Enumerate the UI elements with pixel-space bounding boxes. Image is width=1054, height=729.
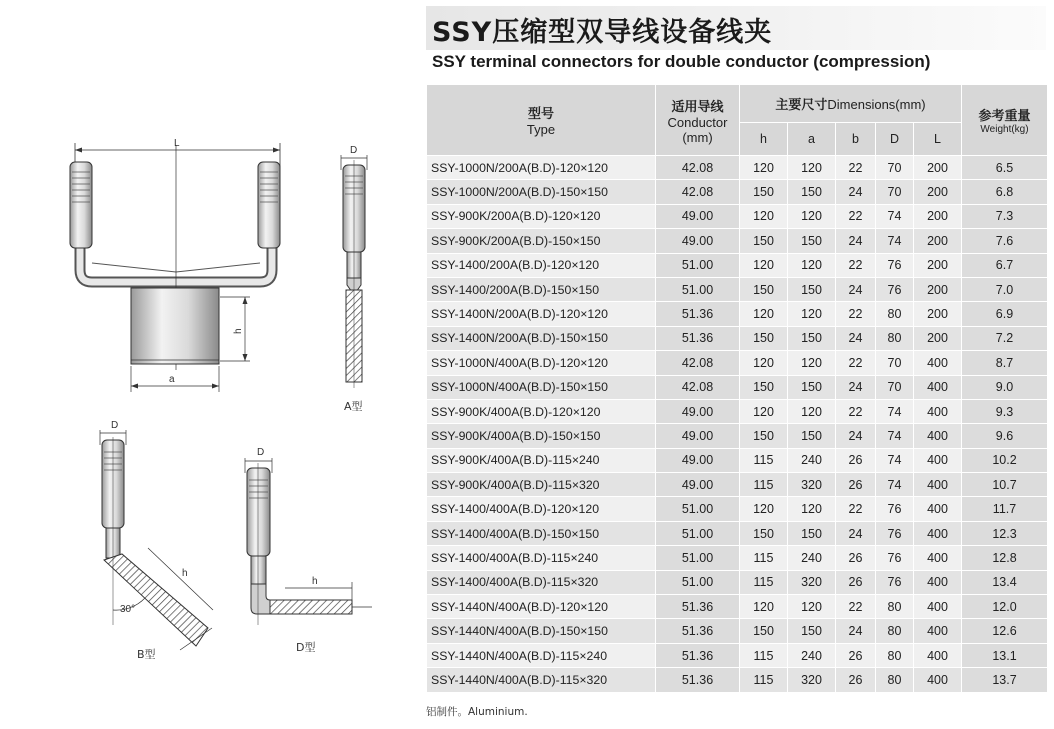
conductor-cell: 51.00 [656,521,740,545]
h-cell: 120 [740,399,788,423]
table-row [427,399,1048,423]
h-cell: 120 [740,351,788,375]
l-cell: 400 [914,546,962,570]
weight-cell: 6.9 [962,302,1048,326]
h-cell: 150 [740,424,788,448]
b-cell: 22 [836,399,876,423]
weight-cell: 13.7 [962,668,1048,692]
h-cell: 115 [740,570,788,594]
b-cell: 24 [836,180,876,204]
type-cell: SSY-1400N/200A(B.D)-150×150 [427,326,656,350]
d-cell: 74 [876,448,914,472]
front-view-drawing [70,138,280,392]
b-cell: 26 [836,570,876,594]
table-row [427,351,1048,375]
l-cell: 400 [914,668,962,692]
weight-cell: 9.6 [962,424,1048,448]
d-cell: 80 [876,668,914,692]
header-conductor: 适用导线 Conductor (mm) [656,85,740,156]
header-dimensions: 主要尺寸Dimensions(mm) [740,85,962,123]
a-cell: 120 [788,156,836,180]
type-cell: SSY-1400N/200A(B.D)-120×120 [427,302,656,326]
d-cell: 76 [876,253,914,277]
a-cell: 120 [788,204,836,228]
type-cell: SSY-1400/400A(B.D)-115×240 [427,546,656,570]
table-row [427,302,1048,326]
d-cell: 76 [876,521,914,545]
table-row [427,326,1048,350]
weight-cell: 7.6 [962,229,1048,253]
table-row [427,570,1048,594]
b-cell: 26 [836,448,876,472]
a-cell: 150 [788,277,836,301]
svg-text:D: D [111,420,119,431]
d-cell: 70 [876,351,914,375]
table-row [427,595,1048,619]
conductor-cell: 51.36 [656,643,740,667]
type-cell: SSY-1000N/400A(B.D)-120×120 [427,351,656,375]
weight-cell: 12.8 [962,546,1048,570]
table-row [427,424,1048,448]
a-cell: 320 [788,473,836,497]
d-cell: 80 [876,619,914,643]
table-row [427,668,1048,692]
weight-cell: 10.7 [962,473,1048,497]
conductor-cell: 51.36 [656,326,740,350]
table-row [427,619,1048,643]
d-cell: 74 [876,424,914,448]
a-cell: 120 [788,351,836,375]
b-cell: 22 [836,595,876,619]
table-row [427,448,1048,472]
d-cell: 80 [876,302,914,326]
b-cell: 26 [836,473,876,497]
header-a: a [788,123,836,156]
l-cell: 200 [914,156,962,180]
b-cell: 22 [836,497,876,521]
h-cell: 115 [740,546,788,570]
weight-cell: 13.4 [962,570,1048,594]
conductor-cell: 51.36 [656,595,740,619]
a-cell: 150 [788,229,836,253]
a-cell: 150 [788,424,836,448]
svg-text:L: L [174,138,180,149]
h-cell: 120 [740,497,788,521]
type-cell: SSY-1000N/400A(B.D)-150×150 [427,375,656,399]
svg-text:h: h [312,576,318,587]
l-cell: 400 [914,521,962,545]
h-cell: 120 [740,302,788,326]
d-cell: 74 [876,473,914,497]
a-cell: 120 [788,253,836,277]
b-cell: 24 [836,326,876,350]
type-cell: SSY-1440N/400A(B.D)-150×150 [427,619,656,643]
weight-cell: 6.5 [962,156,1048,180]
d-cell: 80 [876,595,914,619]
d-cell: 80 [876,326,914,350]
d-cell: 70 [876,180,914,204]
table-row [427,180,1048,204]
b-cell: 22 [836,253,876,277]
h-cell: 120 [740,204,788,228]
type-cell: SSY-1400/200A(B.D)-150×150 [427,277,656,301]
weight-cell: 7.0 [962,277,1048,301]
d-cell: 74 [876,399,914,423]
type-a-side-view [341,145,367,413]
table-row [427,497,1048,521]
l-cell: 400 [914,570,962,594]
conductor-cell: 49.00 [656,448,740,472]
h-cell: 120 [740,156,788,180]
table-row [427,546,1048,570]
conductor-cell: 49.00 [656,473,740,497]
svg-text:B型: B型 [137,648,156,661]
type-cell: SSY-1400/400A(B.D)-115×320 [427,570,656,594]
conductor-cell: 51.00 [656,497,740,521]
header-weight: 参考重量 Weight(kg) [962,85,1048,156]
conductor-cell: 42.08 [656,351,740,375]
page-title-english: SSY terminal connectors for double conductor (compression) [432,52,931,71]
h-cell: 150 [740,277,788,301]
d-cell: 70 [876,375,914,399]
b-cell: 22 [836,156,876,180]
h-cell: 120 [740,253,788,277]
weight-cell: 12.6 [962,619,1048,643]
l-cell: 200 [914,277,962,301]
table-row [427,204,1048,228]
b-cell: 24 [836,619,876,643]
svg-text:D: D [350,145,358,156]
h-cell: 120 [740,595,788,619]
h-cell: 150 [740,619,788,643]
l-cell: 200 [914,180,962,204]
weight-cell: 10.2 [962,448,1048,472]
a-cell: 150 [788,180,836,204]
conductor-cell: 42.08 [656,180,740,204]
b-cell: 24 [836,375,876,399]
l-cell: 400 [914,375,962,399]
type-cell: SSY-1000N/200A(B.D)-150×150 [427,180,656,204]
svg-text:30°: 30° [120,604,136,615]
h-cell: 150 [740,375,788,399]
table-row [427,473,1048,497]
a-cell: 120 [788,302,836,326]
type-cell: SSY-900K/400A(B.D)-150×150 [427,424,656,448]
a-cell: 240 [788,448,836,472]
svg-text:a: a [169,374,175,385]
type-cell: SSY-1400/400A(B.D)-150×150 [427,521,656,545]
conductor-cell: 51.36 [656,302,740,326]
a-cell: 320 [788,570,836,594]
type-cell: SSY-1440N/400A(B.D)-115×320 [427,668,656,692]
b-cell: 26 [836,643,876,667]
h-cell: 150 [740,521,788,545]
weight-cell: 8.7 [962,351,1048,375]
type-cell: SSY-1440N/400A(B.D)-120×120 [427,595,656,619]
l-cell: 200 [914,229,962,253]
table-row [427,643,1048,667]
h-cell: 150 [740,180,788,204]
table-row [427,229,1048,253]
weight-cell: 9.3 [962,399,1048,423]
b-cell: 26 [836,668,876,692]
d-cell: 76 [876,546,914,570]
table-row [427,156,1048,180]
header-type: 型号 Type [427,85,656,156]
l-cell: 200 [914,204,962,228]
type-cell: SSY-900K/200A(B.D)-120×120 [427,204,656,228]
b-cell: 22 [836,351,876,375]
type-cell: SSY-900K/400A(B.D)-115×320 [427,473,656,497]
h-cell: 115 [740,473,788,497]
weight-cell: 11.7 [962,497,1048,521]
conductor-cell: 49.00 [656,229,740,253]
h-cell: 115 [740,448,788,472]
type-cell: SSY-1000N/200A(B.D)-120×120 [427,156,656,180]
b-cell: 26 [836,546,876,570]
l-cell: 400 [914,643,962,667]
weight-cell: 7.3 [962,204,1048,228]
spec-table-body [427,156,1048,693]
conductor-cell: 42.08 [656,156,740,180]
l-cell: 400 [914,619,962,643]
conductor-cell: 51.36 [656,668,740,692]
header-d: D [876,123,914,156]
l-cell: 200 [914,326,962,350]
conductor-cell: 51.00 [656,546,740,570]
l-cell: 200 [914,253,962,277]
weight-cell: 13.1 [962,643,1048,667]
a-cell: 120 [788,497,836,521]
conductor-cell: 51.00 [656,277,740,301]
header-l: L [914,123,962,156]
weight-cell: 12.0 [962,595,1048,619]
type-cell: SSY-900K/400A(B.D)-115×240 [427,448,656,472]
drawing-canvas [0,0,420,729]
d-cell: 70 [876,156,914,180]
b-cell: 22 [836,302,876,326]
b-cell: 24 [836,424,876,448]
l-cell: 400 [914,497,962,521]
type-cell: SSY-1400/400A(B.D)-120×120 [427,497,656,521]
b-cell: 24 [836,229,876,253]
d-cell: 80 [876,643,914,667]
conductor-cell: 49.00 [656,399,740,423]
header-b: b [836,123,876,156]
table-row [427,277,1048,301]
weight-cell: 6.7 [962,253,1048,277]
d-cell: 74 [876,204,914,228]
spec-table [426,84,1048,693]
page-title-chinese: SSY压缩型双导线设备线夹 [432,17,773,48]
b-cell: 24 [836,521,876,545]
conductor-cell: 51.36 [656,619,740,643]
svg-text:A型: A型 [344,400,363,413]
svg-text:h: h [182,568,188,579]
a-cell: 240 [788,546,836,570]
svg-text:D: D [257,447,265,458]
a-cell: 120 [788,595,836,619]
a-cell: 150 [788,326,836,350]
conductor-cell: 42.08 [656,375,740,399]
h-cell: 115 [740,643,788,667]
type-cell: SSY-900K/400A(B.D)-120×120 [427,399,656,423]
type-cell: SSY-1440N/400A(B.D)-115×240 [427,643,656,667]
a-cell: 120 [788,399,836,423]
l-cell: 200 [914,302,962,326]
conductor-cell: 51.00 [656,253,740,277]
type-d-view [245,447,372,654]
l-cell: 400 [914,473,962,497]
a-cell: 240 [788,643,836,667]
l-cell: 400 [914,399,962,423]
type-b-view [100,420,213,661]
a-cell: 150 [788,619,836,643]
h-cell: 115 [740,668,788,692]
table-row [427,253,1048,277]
l-cell: 400 [914,448,962,472]
table-row [427,521,1048,545]
type-cell: SSY-1400/200A(B.D)-120×120 [427,253,656,277]
b-cell: 22 [836,204,876,228]
d-cell: 74 [876,229,914,253]
b-cell: 24 [836,277,876,301]
weight-cell: 6.8 [962,180,1048,204]
a-cell: 320 [788,668,836,692]
header-h: h [740,123,788,156]
d-cell: 76 [876,570,914,594]
weight-cell: 7.2 [962,326,1048,350]
h-cell: 150 [740,326,788,350]
d-cell: 76 [876,497,914,521]
svg-text:h: h [233,328,244,334]
conductor-cell: 49.00 [656,204,740,228]
weight-cell: 12.3 [962,521,1048,545]
table-row [427,375,1048,399]
a-cell: 150 [788,521,836,545]
l-cell: 400 [914,351,962,375]
technical-drawings [0,0,420,729]
type-cell: SSY-900K/200A(B.D)-150×150 [427,229,656,253]
a-cell: 150 [788,375,836,399]
svg-text:D型: D型 [296,641,316,654]
h-cell: 150 [740,229,788,253]
conductor-cell: 51.00 [656,570,740,594]
material-footnote: 铝制件。Aluminium. [426,706,528,718]
l-cell: 400 [914,595,962,619]
conductor-cell: 49.00 [656,424,740,448]
weight-cell: 9.0 [962,375,1048,399]
l-cell: 400 [914,424,962,448]
d-cell: 76 [876,277,914,301]
